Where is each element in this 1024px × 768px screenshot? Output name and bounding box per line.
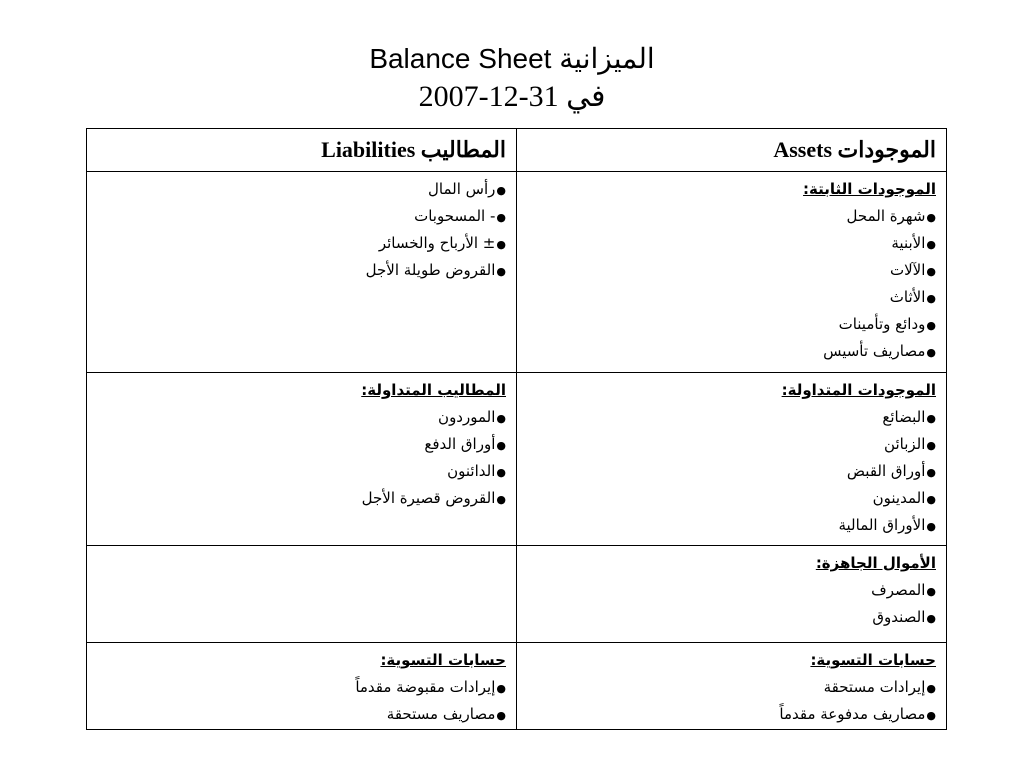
list-item bbox=[97, 431, 506, 458]
list-item bbox=[527, 284, 936, 311]
list-item bbox=[527, 701, 936, 728]
liabilities-cell bbox=[87, 172, 517, 373]
item-label: الدائنون bbox=[447, 462, 496, 480]
list-item bbox=[527, 230, 936, 257]
bullet-icon: ● bbox=[926, 238, 936, 251]
bullet-icon: ● bbox=[496, 709, 506, 722]
bullet-icon: ● bbox=[496, 184, 506, 197]
bullet-icon: ● bbox=[926, 319, 936, 332]
bullet-icon: ● bbox=[926, 520, 936, 533]
list-item bbox=[97, 257, 506, 284]
section-title: المطاليب المتداولة: bbox=[361, 381, 506, 399]
list-item bbox=[97, 176, 506, 203]
item-label: الأثاث bbox=[889, 288, 926, 306]
assets-cell bbox=[517, 373, 947, 546]
item-label: الأبنية bbox=[891, 234, 926, 252]
bullet-icon: ● bbox=[496, 439, 506, 452]
list-item bbox=[97, 701, 506, 728]
list-item bbox=[97, 230, 506, 257]
item-label: الأوراق المالية bbox=[838, 516, 926, 534]
section-title: حسابات التسوية: bbox=[380, 651, 506, 669]
item-list bbox=[527, 203, 936, 365]
bullet-icon: ● bbox=[496, 265, 506, 278]
liabilities-cell bbox=[87, 643, 517, 730]
list-item bbox=[527, 458, 936, 485]
table-row bbox=[87, 643, 947, 730]
bullet-icon: ● bbox=[496, 238, 506, 251]
section-title: الموجودات المتداولة: bbox=[781, 381, 936, 399]
bullet-icon: ● bbox=[926, 585, 936, 598]
liabilities-header: المطاليب Liabilities bbox=[87, 129, 517, 172]
item-label: ± الأرباح والخسائر bbox=[378, 234, 496, 252]
item-list bbox=[97, 176, 506, 284]
section-title: حسابات التسوية: bbox=[810, 651, 936, 669]
item-label: القروض طويلة الأجل bbox=[365, 261, 496, 279]
bullet-icon: ● bbox=[926, 682, 936, 695]
item-label: إيرادات مقبوضة مقدماً bbox=[355, 678, 496, 696]
item-label: إيرادات مستحقة bbox=[823, 678, 926, 696]
bullet-icon: ● bbox=[926, 439, 936, 452]
section-title: الأموال الجاهزة: bbox=[815, 554, 936, 572]
list-item bbox=[527, 485, 936, 512]
bullet-icon: ● bbox=[496, 211, 506, 224]
bullet-icon: ● bbox=[496, 493, 506, 506]
list-item bbox=[527, 203, 936, 230]
item-label: الزبائن bbox=[884, 435, 926, 453]
item-label: الآلات bbox=[889, 261, 926, 279]
item-label: ودائع وتأمينات bbox=[838, 315, 926, 333]
title-balance-sheet: Balance Sheet الميزانية bbox=[369, 43, 655, 74]
bullet-icon: ● bbox=[926, 612, 936, 625]
list-item bbox=[97, 485, 506, 512]
list-item bbox=[527, 257, 936, 284]
item-label: مصاريف مدفوعة مقدماً bbox=[779, 705, 926, 723]
table-row bbox=[87, 172, 947, 373]
list-item bbox=[527, 431, 936, 458]
item-list bbox=[527, 577, 936, 631]
bullet-icon: ● bbox=[496, 412, 506, 425]
list-item bbox=[527, 311, 936, 338]
balance-sheet-table bbox=[86, 128, 947, 730]
list-item bbox=[97, 674, 506, 701]
item-list bbox=[527, 404, 936, 539]
bullet-icon: ● bbox=[926, 412, 936, 425]
liabilities-cell-empty bbox=[87, 546, 517, 643]
header-row bbox=[87, 129, 947, 172]
item-label: رأس المال bbox=[428, 180, 496, 198]
bullet-icon: ● bbox=[926, 292, 936, 305]
bullet-icon: ● bbox=[496, 466, 506, 479]
item-label: شهرة المحل bbox=[846, 207, 926, 225]
bullet-icon: ● bbox=[926, 211, 936, 224]
assets-cell bbox=[517, 546, 947, 643]
bullet-icon: ● bbox=[926, 493, 936, 506]
table-row bbox=[87, 546, 947, 643]
bullet-icon: ● bbox=[926, 265, 936, 278]
item-label: أوراق القبض bbox=[846, 462, 926, 480]
item-label: المصرف bbox=[871, 581, 926, 599]
item-label: - المسحوبات bbox=[414, 207, 496, 225]
bullet-icon: ● bbox=[926, 466, 936, 479]
item-label: مصاريف تأسيس bbox=[823, 342, 926, 360]
item-label: أوراق الدفع bbox=[424, 435, 496, 453]
bullet-icon: ● bbox=[926, 709, 936, 722]
bullet-icon: ● bbox=[926, 346, 936, 359]
assets-cell bbox=[517, 643, 947, 730]
list-item bbox=[527, 338, 936, 365]
item-list bbox=[97, 674, 506, 728]
list-item bbox=[527, 604, 936, 631]
table-row bbox=[87, 373, 947, 546]
item-list bbox=[97, 404, 506, 512]
item-list bbox=[527, 674, 936, 728]
title-date: في 31-12-2007 bbox=[418, 80, 606, 113]
list-item bbox=[97, 203, 506, 230]
assets-cell bbox=[517, 172, 947, 373]
item-label: مصاريف مستحقة bbox=[386, 705, 496, 723]
bullet-icon: ● bbox=[496, 682, 506, 695]
list-item bbox=[527, 674, 936, 701]
item-label: المدينون bbox=[872, 489, 926, 507]
list-item bbox=[527, 577, 936, 604]
list-item bbox=[97, 458, 506, 485]
page-title bbox=[0, 40, 1024, 116]
item-label: الموردون bbox=[438, 408, 496, 426]
list-item bbox=[527, 512, 936, 539]
item-label: القروض قصيرة الأجل bbox=[361, 489, 496, 507]
item-label: البضائع bbox=[882, 408, 926, 426]
section-title: الموجودات الثابتة: bbox=[803, 180, 936, 198]
list-item bbox=[97, 404, 506, 431]
item-label: الصندوق bbox=[872, 608, 926, 626]
list-item bbox=[527, 404, 936, 431]
assets-header: الموجودات Assets bbox=[517, 129, 947, 172]
liabilities-cell bbox=[87, 373, 517, 546]
